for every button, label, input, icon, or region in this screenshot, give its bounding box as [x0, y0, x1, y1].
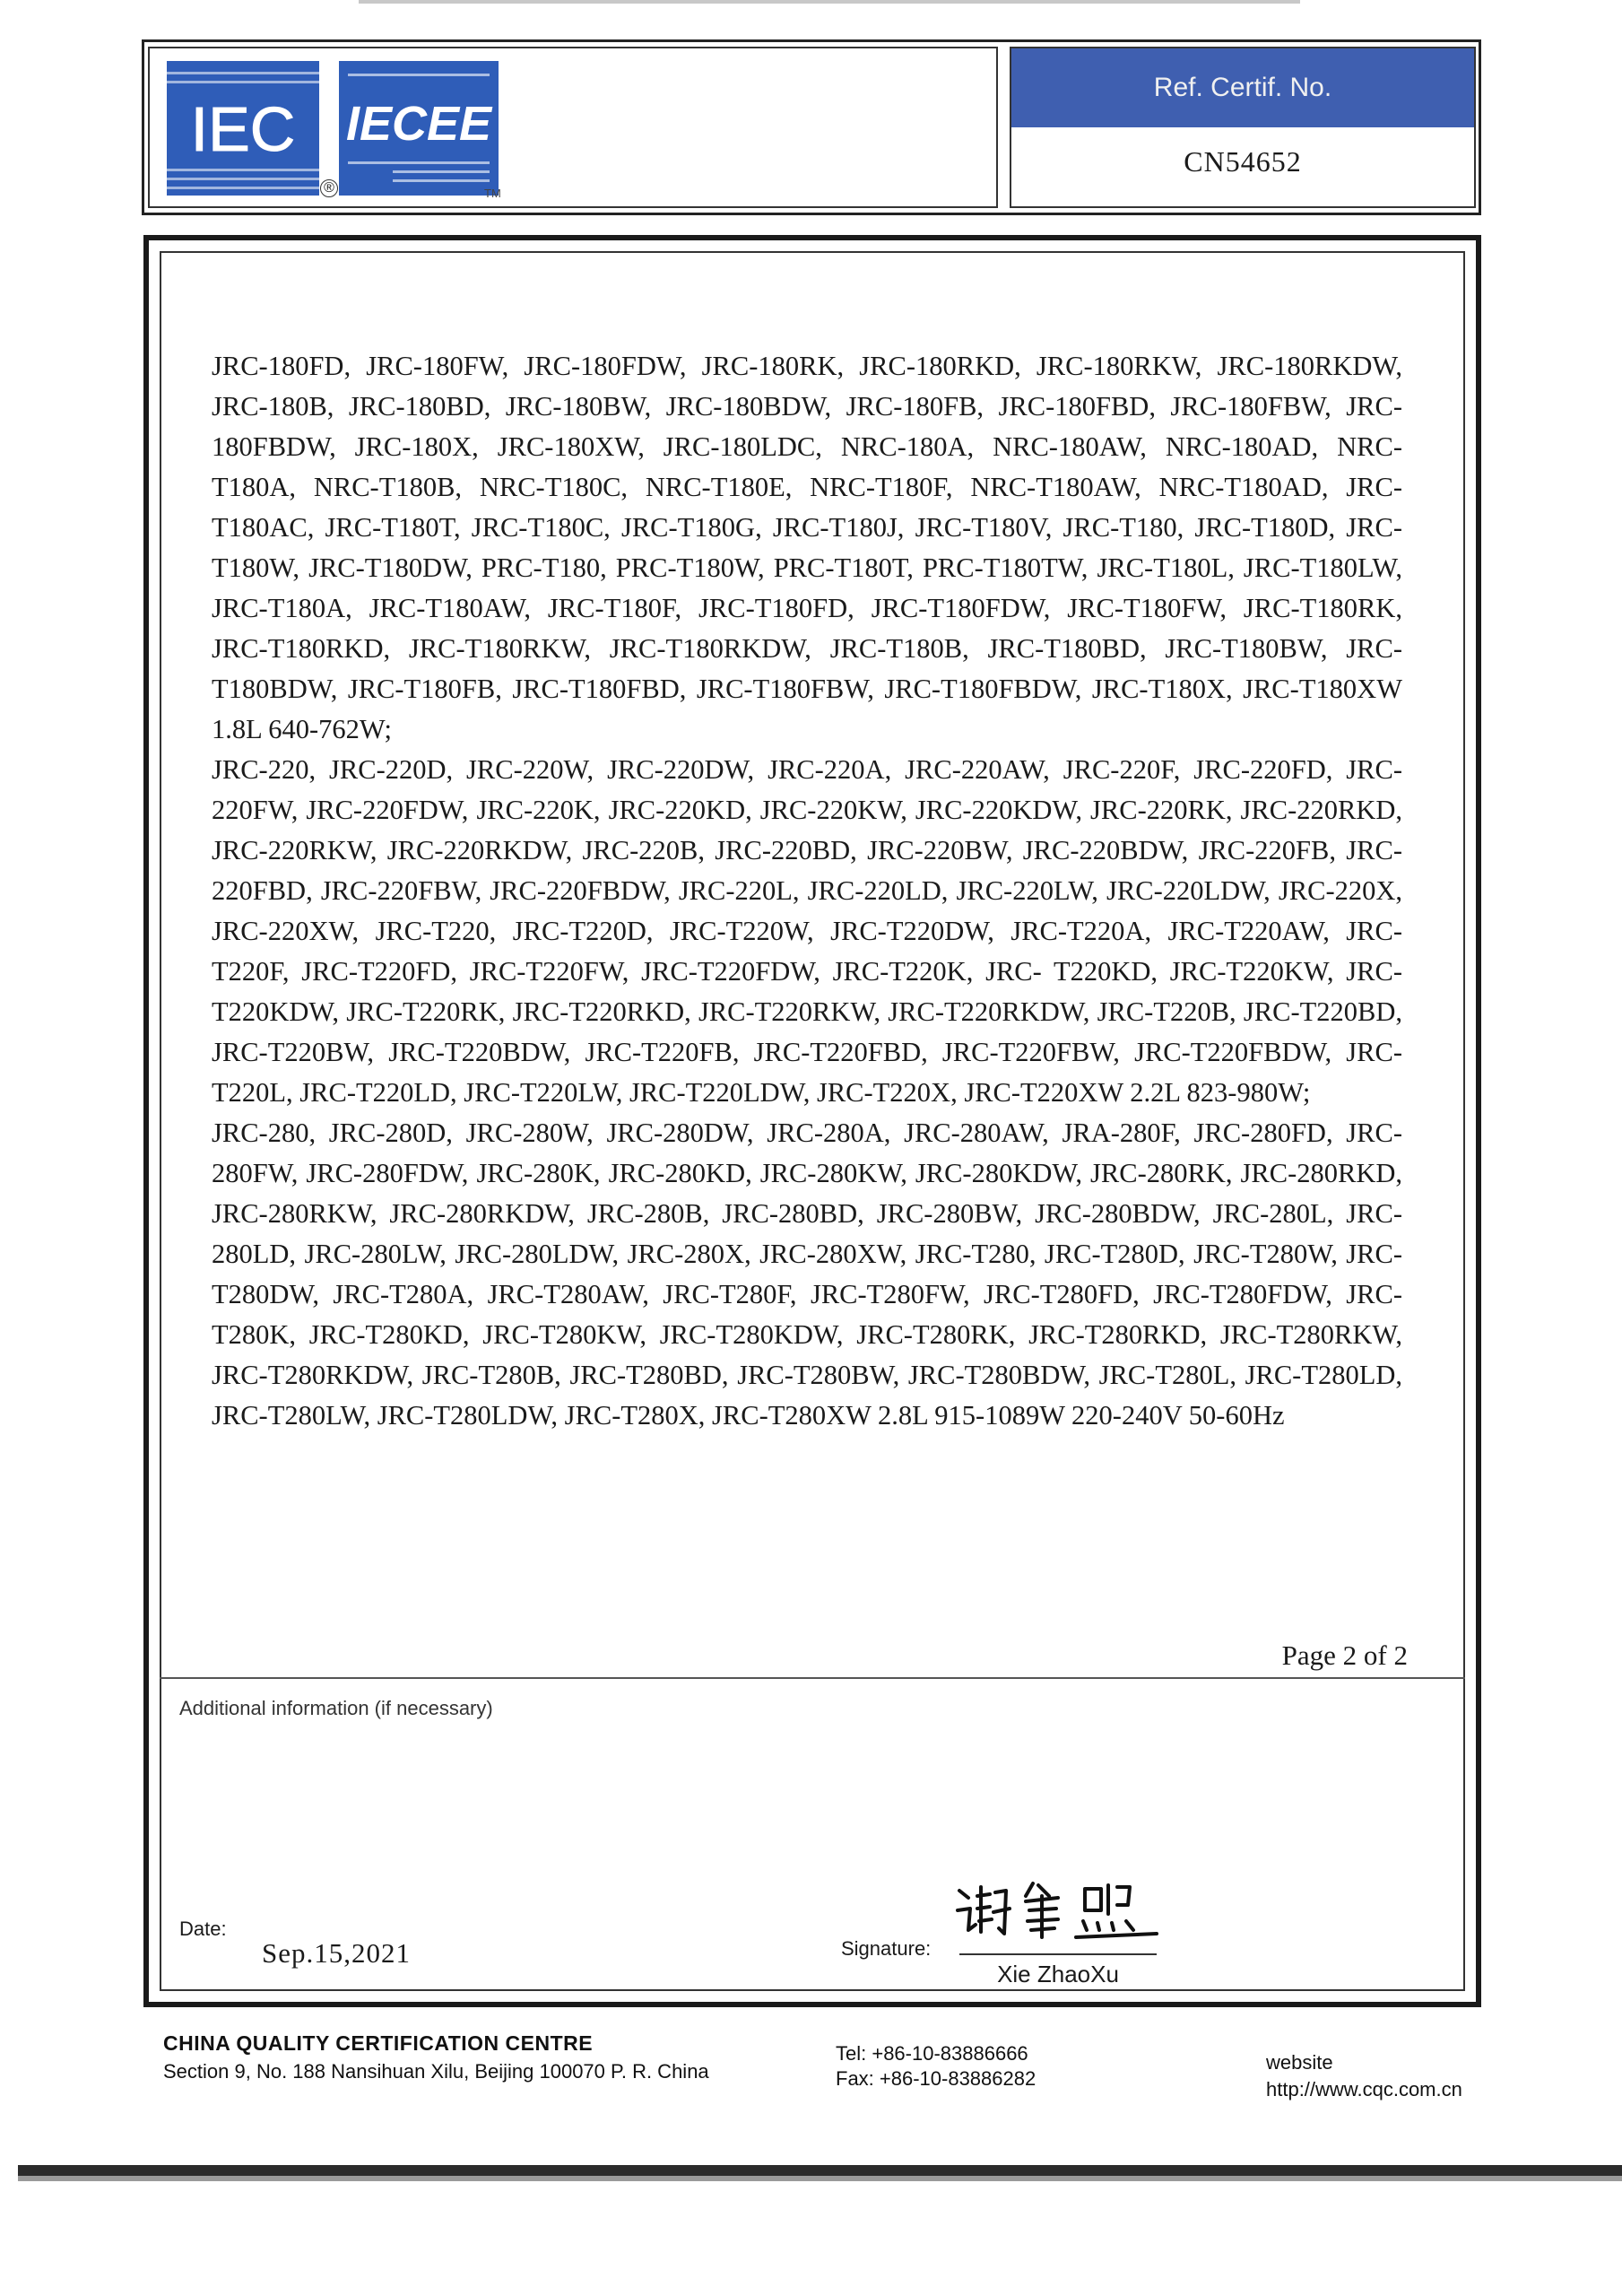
model-group-180: JRC-180FD, JRC-180FW, JRC-180FDW, JRC-180RK, JRC-180RKD, JRC-180RKW, JRC-180RKDW, JRC-180B, JRC-180BD, JRC-180BW, JRC-180BDW, JRC-180FB, JRC-180FBD, JRC-180FBW, JRC-180FBDW, JRC-180X, JRC-180XW, JRC-180LDC, NRC-180A, NRC-180AW, NRC-180AD, NRC-T180A, NRC-T180B, NRC-T180C, NRC-T180E, NRC-T180F, NRC-T180AW, NRC-T180AD, JRC-T180AC, JRC-T180T, JRC-T180C, JRC-T180G, JRC-T180J, JRC-T180V, JRC-T180, JRC-T180D, JRC-T180W, JRC-T180DW, PRC-T180, PRC-T180W, PRC-T180T, PRC-T180TW, JRC-T180L, JRC-T180LW, JRC-T180A, JRC-T180AW, JRC-T180F, JRC-T180FD, JRC-T180FDW, JRC-T180FW, JRC-T180RK, JRC-T180RKD, JRC-T180RKW, JRC-T180RKDW, JRC-T180B, JRC-T180BD, JRC-T180BW, JRC-T180BDW, JRC-T180FB, JRC-T180FBD, JRC-T180FBW, JRC-T180FBDW, JRC-T180X, JRC-T180XW 1.8L 640-762W; [212, 351, 1402, 744]
ref-label-bar [1011, 48, 1474, 127]
iec-logo [167, 61, 319, 196]
model-group-220: JRC-220, JRC-220D, JRC-220W, JRC-220DW, JRC-220A, JRC-220AW, JRC-220F, JRC-220FD, JRC-220FW, JRC-220FDW, JRC-220K, JRC-220KD, JRC-220KW, JRC-220KDW, JRC-220RK, JRC-220RKD, JRC-220RKW, JRC-220RKDW, JRC-220B, JRC-220BD, JRC-220BW, JRC-220BDW, JRC-220FB, JRC-220FBD, JRC-220FBW, JRC-220FBDW, JRC-220L, JRC-220LD, JRC-220LW, JRC-220LDW, JRC-220X, JRC-220XW, JRC-T220, JRC-T220D, JRC-T220W, JRC-T220DW, JRC-T220A, JRC-T220AW, JRC-T220F, JRC-T220FD, JRC-T220FW, JRC-T220FDW, JRC-T220K, JRC- T220KD, JRC-T220KW, JRC-T220KDW, JRC-T220RK, JRC-T220RKD, JRC-T220RKW, JRC-T220RKDW, JRC-T220B, JRC-T220BD, JRC-T220BW, JRC-T220BDW, JRC-T220FB, JRC-T220FBD, JRC-T220FBW, JRC-T220FBDW, JRC-T220L, JRC-T220LD, JRC-T220LW, JRC-T220LDW, JRC-T220X, JRC-T220XW 2.2L 823-980W; [212, 754, 1402, 1108]
footer-fax: Fax: +86-10-83886282 [836, 2067, 1037, 2090]
scan-bottom-edge [18, 2165, 1622, 2176]
footer-organization: CHINA QUALITY CERTIFICATION CENTRE [163, 2031, 594, 2055]
registered-mark: ® [320, 179, 338, 197]
date-value: Sep.15,2021 [262, 1937, 411, 1969]
signatory-name: Xie ZhaoXu [997, 1961, 1119, 1987]
footer-website-url[interactable]: http://www.cqc.com.cn [1266, 2078, 1462, 2100]
trademark-mark: TM [484, 187, 501, 200]
ref-number: CN54652 [1184, 145, 1302, 178]
scan-bottom-shadow [18, 2176, 1622, 2181]
top-edge-line [359, 0, 1300, 4]
page-number: Page 2 of 2 [1281, 1639, 1408, 1671]
section-divider [160, 1677, 1465, 1679]
footer-telephone: Tel: +86-10-83886666 [836, 2042, 1028, 2065]
date-label: Date: [179, 1918, 227, 1940]
footer-address: Section 9, No. 188 Nansihuan Xilu, Beijing 100070 P. R. China [163, 2060, 709, 2083]
signature-label: Signature: [841, 1937, 932, 1960]
iecee-logo [339, 61, 499, 196]
signature-line [959, 1953, 1157, 1955]
additional-info-label: Additional information (if necessary) [179, 1697, 493, 1719]
footer-website-label: website [1266, 2051, 1333, 2074]
model-group-280: JRC-280, JRC-280D, JRC-280W, JRC-280DW, JRC-280A, JRC-280AW, JRA-280F, JRC-280FD, JRC-280FW, JRC-280FDW, JRC-280K, JRC-280KD, JRC-280KW, JRC-280KDW, JRC-280RK, JRC-280RKD, JRC-280RKW, JRC-280RKDW, JRC-280B, JRC-280BD, JRC-280BW, JRC-280BDW, JRC-280L, JRC-280LD, JRC-280LW, JRC-280LDW, JRC-280X, JRC-280XW, JRC-T280, JRC-T280D, JRC-T280W, JRC-T280DW, JRC-T280A, JRC-T280AW, JRC-T280F, JRC-T280FW, JRC-T280FD, JRC-T280FDW, JRC-T280K, JRC-T280KD, JRC-T280KW, JRC-T280KDW, JRC-T280RK, JRC-T280RKD, JRC-T280RKW, JRC-T280RKDW, JRC-T280B, JRC-T280BD, JRC-T280BW, JRC-T280BDW, JRC-T280L, JRC-T280LD, JRC-T280LW, JRC-T280LDW, JRC-T280X, JRC-T280XW 2.8L 915-1089W 220-240V 50-60Hz [212, 1118, 1402, 1431]
ref-label: Ref. Certif. No. [1153, 73, 1332, 102]
ref-certificate-box [1010, 47, 1476, 208]
svg-text:IECEE: IECEE [345, 97, 492, 151]
model-list [212, 346, 1402, 1436]
svg-text:IEC: IEC [190, 94, 296, 164]
handwritten-signature [950, 1874, 1166, 1946]
